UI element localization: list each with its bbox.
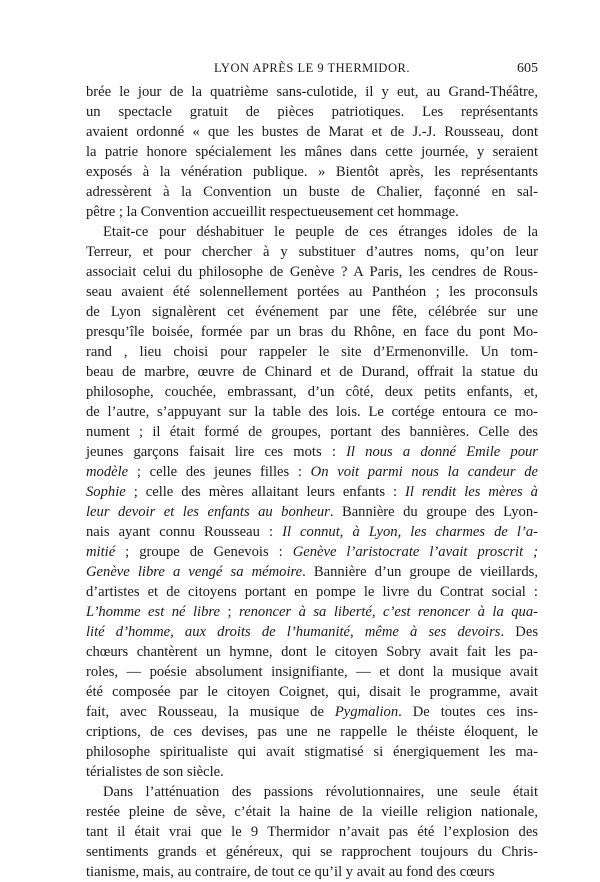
text-span: été composée par le citoyen Coignet, qui, disait le programme, avait: [86, 684, 538, 700]
italic-text: renoncer à sa liberté, c’est renoncer à la qua-: [239, 604, 538, 620]
text-line: [86, 222, 538, 242]
text-span: adressèrent à la Convention un buste de Chalier, façonné en sal-: [86, 184, 538, 200]
text-line: [86, 702, 538, 722]
text-span: ;: [220, 604, 239, 620]
body-text: [86, 82, 538, 882]
text-line: [86, 382, 538, 402]
italic-text: modèle: [86, 464, 129, 480]
text-line: [86, 82, 538, 102]
text-span: Etait-ce pour déshabituer le peuple de ces étranges idoles de la: [103, 224, 538, 240]
text-line: [86, 682, 538, 702]
text-span: presqu’île boisée, formée par un bras du Rhône, en face du pont Mo-: [86, 324, 538, 340]
text-line: [86, 602, 538, 622]
text-line: [86, 522, 538, 542]
italic-text: Pygmalion: [334, 704, 399, 720]
text-line: [86, 282, 538, 302]
italic-text: L’homme est né libre: [86, 604, 220, 620]
text-line: [86, 262, 538, 282]
italic-text: mitié: [86, 544, 116, 560]
text-span: exposés à la vénération publique. » Bientôt après, les représentants: [86, 164, 538, 180]
text-span: ; groupe de Genevois :: [115, 544, 293, 560]
italic-text: leur devoir et les enfants au bonheur: [86, 504, 330, 520]
text-span: fait, avec Rousseau, la musique de: [86, 704, 335, 720]
text-line: [86, 162, 538, 182]
text-span: criptions, de ces devises, pas une ne rappelle le théiste éloquent, le: [86, 724, 538, 740]
text-span: associait celui du philosophe de Genève ? A Paris, les cendres de Rous-: [86, 264, 538, 280]
text-span: Terreur, et pour chercher à y substituer d’autres noms, qu’on leur: [86, 244, 538, 260]
text-line: [86, 202, 538, 222]
text-line: [86, 482, 538, 502]
italic-text: Genève l’aristocrate l’avait proscrit ;: [292, 544, 539, 560]
text-line: [86, 422, 538, 442]
italic-text: Il connut, à Lyon, les charmes de l’a-: [282, 524, 538, 540]
text-span: d’artistes et de citoyens portant en pompe le livre du Contrat social :: [86, 584, 538, 600]
text-line: [86, 362, 538, 382]
text-line: [86, 142, 538, 162]
running-title: LYON APRÈS LE 9 THERMIDOR.: [214, 61, 410, 75]
text-span: ; celle des jeunes filles :: [128, 464, 311, 480]
page-number: 605: [517, 61, 538, 76]
italic-text: lité d’homme, aux droits de l’humanité, même à ses devoirs: [86, 624, 501, 640]
text-span: pêtre ; la Convention accueillit respectueusement cet hommage.: [86, 204, 459, 220]
text-line: [86, 862, 538, 882]
text-line: [86, 642, 538, 662]
italic-text: Sophie: [86, 484, 126, 500]
text-span: . Bannière du groupe des Lyon-: [329, 504, 538, 520]
text-line: [86, 742, 538, 762]
text-line: [86, 782, 538, 802]
text-span: philosophe spiritualiste qui avait stigmatisé si énergiquement les ma-: [86, 744, 538, 760]
text-line: [86, 622, 538, 642]
italic-text: On voit parmi nous la candeur de: [310, 464, 539, 480]
text-span: de l’autre, s’appuyant sur la table des lois. Le cortége entoura ce mo-: [86, 404, 538, 420]
text-line: [86, 322, 538, 342]
text-span: jeunes garçons faisait lire ces mots :: [86, 444, 347, 460]
text-span: seau avaient été solennellement portées au Panthéon ; les proconsuls: [86, 284, 538, 300]
text-line: [86, 542, 538, 562]
text-span: nument ; il était formé de groupes, portant des bannières. Celle des: [86, 424, 538, 440]
text-span: roles, — poésie absolument insignifiante, — et dont la musique avait: [86, 664, 538, 680]
text-line: [86, 842, 538, 862]
text-line: [86, 442, 538, 462]
text-line: [86, 662, 538, 682]
text-line: [86, 582, 538, 602]
text-span: de Lyon signalèrent cet événement par une fête, célébrée sur une: [86, 304, 538, 320]
text-span: nais ayant connu Rousseau :: [86, 524, 283, 540]
text-span: . Des: [500, 624, 538, 640]
text-line: [86, 802, 538, 822]
text-line: [86, 122, 538, 142]
text-line: [86, 302, 538, 322]
text-span: chœurs chantèrent un hymne, dont le citoyen Sobry avait fait les pa-: [86, 644, 538, 660]
text-line: [86, 102, 538, 122]
text-span: avaient ordonné « que les bustes de Marat et de J.-J. Rousseau, dont: [86, 124, 538, 140]
text-line: [86, 562, 538, 582]
italic-text: Il rendit les mères à: [405, 484, 538, 500]
text-line: [86, 462, 538, 482]
text-span: tant il était vrai que le 9 Thermidor n’avait pas été l’explosion des: [86, 824, 538, 840]
text-span: beau de marbre, œuvre de Chinard et de Durand, offrait la statue du: [86, 364, 538, 380]
text-span: la patrie honore spécialement les mânes dans cette journée, y seraient: [86, 144, 538, 160]
text-span: tianisme, mais, au contraire, de tout ce qu’il y avait au fond des cœurs: [86, 864, 495, 880]
text-span: un spectacle gratuit de pièces patriotiques. Les représentants: [86, 104, 538, 120]
text-span: brée le jour de la quatrième sans-culotide, il y eut, au Grand-Théâtre,: [86, 84, 538, 100]
text-line: [86, 182, 538, 202]
text-line: [86, 762, 538, 782]
text-span: philosophe, couchée, embrassant, d’un côté, deux petits enfants, et,: [86, 384, 538, 400]
text-line: [86, 822, 538, 842]
text-line: [86, 402, 538, 422]
text-line: [86, 342, 538, 362]
text-span: térialistes de son siècle.: [86, 764, 224, 780]
italic-text: Genève libre a vengé sa mémoire: [86, 564, 303, 580]
text-span: rand , lieu choisi pour rappeler le site d’Ermenonville. Un tom-: [86, 344, 538, 360]
text-span: ; celle des mères allaitant leurs enfants :: [125, 484, 406, 500]
text-span: restée pleine de sève, c’était la haine de la vieille religion nationale,: [86, 804, 538, 820]
text-span: sentiments grands et généreux, qui se rapprochent toujours du Chris-: [86, 844, 538, 860]
text-line: [86, 242, 538, 262]
text-span: . De toutes ces ins-: [398, 704, 538, 720]
running-head: [86, 61, 538, 79]
text-span: Dans l’atténuation des passions révolutionnaires, une seule était: [103, 784, 538, 800]
text-span: . Bannière d’un groupe de vieillards,: [302, 564, 538, 580]
italic-text: Il nous a donné Emile pour: [346, 444, 538, 460]
text-line: [86, 502, 538, 522]
text-line: [86, 722, 538, 742]
